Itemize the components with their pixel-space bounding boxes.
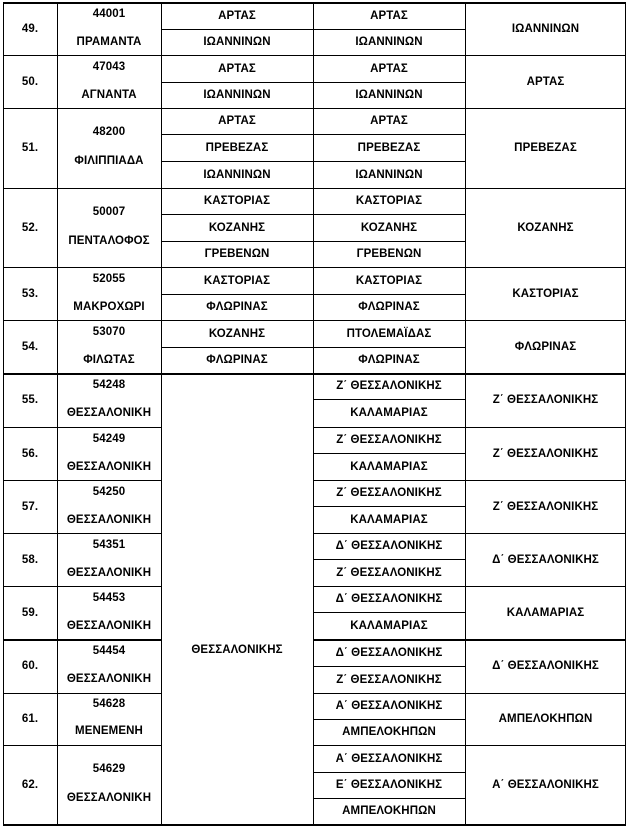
grid-line <box>161 480 162 533</box>
grid-line <box>161 134 465 135</box>
region-c4: Ζ΄ ΘΕΣΣΑΛΟΝΙΚΗΣ <box>336 434 442 446</box>
region-c4: ΑΜΠΕΛΟΚΗΠΩΝ <box>342 805 436 817</box>
grid-line <box>161 373 162 427</box>
region-c5: ΑΜΠΕΛΟΚΗΠΩΝ <box>498 713 593 725</box>
grid-line <box>465 267 466 320</box>
school-code: 54249 <box>92 432 126 445</box>
region-c5: Δ΄ ΘΕΣΣΑΛΟΝΙΚΗΣ <box>492 553 599 566</box>
grid-line <box>465 586 466 639</box>
grid-line <box>3 320 626 321</box>
school-code: 54454 <box>92 644 126 657</box>
region-c3: ΠΡΕΒΕΖΑΣ <box>205 141 269 154</box>
region-c4: ΑΡΤΑΣ <box>370 115 408 127</box>
region-c3: ΙΩΑΝΝΙΝΩΝ <box>203 168 271 181</box>
grid-line <box>161 533 162 586</box>
grid-line <box>625 2 626 826</box>
grid-line <box>313 693 626 694</box>
region-c5: ΦΛΩΡΙΝΑΣ <box>514 340 577 353</box>
school-code: 54250 <box>92 485 126 498</box>
school-name: ΜΑΚΡΟΧΩΡΙ <box>73 300 145 313</box>
grid-line <box>465 188 466 267</box>
row-number: 54. <box>21 340 39 353</box>
grid-line <box>3 586 161 587</box>
grid-line <box>161 108 162 188</box>
grid-line <box>313 745 626 746</box>
school-code: 54453 <box>92 591 126 604</box>
school-code: 52055 <box>92 272 126 285</box>
school-code: 54628 <box>92 698 126 710</box>
region-c4: ΚΑΣΤΟΡΙΑΣ <box>355 195 423 207</box>
region-c4: ΙΩΑΝΝΙΝΩΝ <box>355 89 423 101</box>
region-c3: ΑΡΤΑΣ <box>218 115 256 127</box>
grid-line <box>465 745 466 824</box>
grid-line <box>161 241 465 242</box>
grid-line <box>313 399 465 400</box>
school-code: 53070 <box>92 325 126 338</box>
grid-line <box>313 427 626 428</box>
school-code: 54629 <box>92 763 126 775</box>
region-c5: ΚΟΖΑΝΗΣ <box>517 221 574 234</box>
grid-line <box>313 559 465 560</box>
region-c4: Ζ΄ ΘΕΣΣΑΛΟΝΙΚΗΣ <box>336 380 442 392</box>
row-number: 60. <box>21 660 39 672</box>
region-c4: Δ΄ ΘΕΣΣΑΛΟΝΙΚΗΣ <box>335 646 443 659</box>
region-c3: ΚΟΖΑΝΗΣ <box>208 327 266 340</box>
region-c3: ΦΛΩΡΙΝΑΣ <box>206 354 268 366</box>
region-c3: ΚΟΖΑΝΗΣ <box>208 221 266 234</box>
grid-line <box>3 480 161 481</box>
grid-line <box>313 719 465 720</box>
region-c3: ΚΑΣΤΟΡΙΑΣ <box>203 195 271 207</box>
grid-line <box>161 427 162 480</box>
region-c4: ΦΛΩΡΙΝΑΣ <box>358 301 420 313</box>
region-c5: ΙΩΑΝΝΙΝΩΝ <box>511 22 580 35</box>
row-number: 62. <box>21 778 39 791</box>
grid-line <box>313 506 465 507</box>
school-code: 54351 <box>92 538 126 551</box>
school-name: ΘΕΣΣΑΛΟΝΙΚΗ <box>66 792 152 804</box>
row-number: 52. <box>21 221 39 234</box>
grid-line <box>465 373 466 427</box>
grid-line <box>465 2 466 55</box>
region-c4: ΚΑΛΑΜΑΡΙΑΣ <box>350 460 428 473</box>
school-name: ΠΡΑΜΑΝΤΑ <box>76 35 142 48</box>
grid-line <box>3 639 161 641</box>
region-c4: ΑΡΤΑΣ <box>370 9 408 22</box>
region-c5: ΚΑΛΑΜΑΡΙΑΣ <box>506 606 585 619</box>
region-c3: ΦΛΩΡΙΝΑΣ <box>206 301 268 313</box>
region-c3: ΙΩΑΝΝΙΝΩΝ <box>203 89 271 101</box>
region-c3: ΑΡΤΑΣ <box>218 62 256 75</box>
row-number: 56. <box>21 447 39 460</box>
region-c5: ΠΡΕΒΕΖΑΣ <box>514 142 577 154</box>
grid-line <box>3 188 626 189</box>
merged-region-label: ΘΕΣΣΑΛΟΝΙΚΗΣ <box>191 644 283 656</box>
grid-line <box>3 745 161 746</box>
school-name: ΘΕΣΣΑΛΟΝΙΚΗ <box>66 513 152 526</box>
grid-line <box>313 745 314 824</box>
region-c5: Ζ΄ ΘΕΣΣΑΛΟΝΙΚΗΣ <box>492 447 599 460</box>
grid-line <box>313 108 314 188</box>
region-c4: ΠΤΟΛΕΜΑΪΔΑΣ <box>346 327 432 340</box>
school-name: ΦΙΛΙΠΠΙΑΔΑ <box>74 155 144 167</box>
school-name: ΘΕΣΣΑΛΟΝΙΚΗ <box>66 566 152 579</box>
grid-line <box>57 2 58 824</box>
region-c4: ΙΩΑΝΝΙΝΩΝ <box>355 168 423 181</box>
row-number: 53. <box>21 287 39 300</box>
school-name: ΦΙΛΩΤΑΣ <box>83 353 135 366</box>
region-c4: ΠΡΕΒΕΖΑΣ <box>357 141 421 154</box>
region-c5: Ζ΄ ΘΕΣΣΑΛΟΝΙΚΗΣ <box>492 500 599 513</box>
region-c5: Δ΄ ΘΕΣΣΑΛΟΝΙΚΗΣ <box>492 660 599 672</box>
grid-line <box>3 693 161 694</box>
school-name: ΘΕΣΣΑΛΟΝΙΚΗ <box>66 672 152 685</box>
region-c3: ΓΡΕΒΕΝΩΝ <box>204 248 270 260</box>
grid-line <box>465 533 466 586</box>
region-c4: Ζ΄ ΘΕΣΣΑΛΟΝΙΚΗΣ <box>336 487 442 499</box>
region-c4: Ζ΄ ΘΕΣΣΑΛΟΝΙΚΗΣ <box>336 673 442 686</box>
grid-line <box>3 2 4 824</box>
grid-line <box>3 267 626 268</box>
region-c4: Δ΄ ΘΕΣΣΑΛΟΝΙΚΗΣ <box>335 593 443 605</box>
grid-line <box>465 639 466 693</box>
school-name: ΘΕΣΣΑΛΟΝΙΚΗ <box>66 460 152 473</box>
region-c5: ΑΡΤΑΣ <box>526 75 565 88</box>
grid-line <box>161 693 162 745</box>
grid-line <box>313 772 465 773</box>
region-c3: ΑΡΤΑΣ <box>218 9 256 22</box>
grid-line <box>161 161 465 162</box>
grid-line <box>313 373 314 427</box>
school-code: 47043 <box>92 60 126 73</box>
region-c4: ΓΡΕΒΕΝΩΝ <box>356 248 422 260</box>
grid-line <box>3 2 626 4</box>
grid-line <box>465 427 466 480</box>
grid-line <box>161 214 465 215</box>
grid-line <box>465 108 466 188</box>
grid-line <box>161 294 465 295</box>
grid-line <box>313 612 465 613</box>
grid-line <box>3 427 161 428</box>
row-number: 55. <box>21 394 39 406</box>
grid-line <box>313 666 465 667</box>
region-c3: ΙΩΑΝΝΙΝΩΝ <box>203 36 271 48</box>
grid-line <box>465 320 466 373</box>
region-c4: ΑΜΠΕΛΟΚΗΠΩΝ <box>342 726 436 738</box>
region-c5: Ζ΄ ΘΕΣΣΑΛΟΝΙΚΗΣ <box>492 394 599 406</box>
grid-line <box>313 639 626 641</box>
grid-line <box>3 55 626 56</box>
grid-line <box>313 798 465 799</box>
row-number: 58. <box>21 553 39 566</box>
row-number: 49. <box>21 22 39 35</box>
school-code: 44001 <box>92 7 126 20</box>
region-c4: ΚΑΛΑΜΑΡΙΑΣ <box>350 513 428 526</box>
grid-line <box>161 639 162 693</box>
region-c4: ΚΑΛΑΜΑΡΙΑΣ <box>350 619 428 632</box>
region-c4: ΚΑΣΤΟΡΙΑΣ <box>355 274 423 287</box>
school-name: ΑΓΝΑΝΤΑ <box>81 88 137 101</box>
row-number: 59. <box>21 606 39 619</box>
grid-line <box>313 533 626 534</box>
region-c4: ΦΛΩΡΙΝΑΣ <box>358 354 420 366</box>
grid-line <box>3 108 626 109</box>
row-number: 61. <box>21 713 39 725</box>
grid-line <box>161 347 465 348</box>
region-c4: ΙΩΑΝΝΙΝΩΝ <box>355 36 423 48</box>
region-c4: Α΄ ΘΕΣΣΑΛΟΝΙΚΗΣ <box>335 700 443 712</box>
school-name: ΠΕΝΤΑΛΟΦΟΣ <box>68 235 150 247</box>
row-number: 51. <box>21 142 39 154</box>
region-c3: ΚΑΣΤΟΡΙΑΣ <box>203 274 271 287</box>
row-number: 57. <box>21 500 39 513</box>
school-code: 54248 <box>92 378 126 391</box>
grid-line <box>465 480 466 533</box>
region-c4: ΚΑΛΑΜΑΡΙΑΣ <box>350 407 428 419</box>
school-name: ΘΕΣΣΑΛΟΝΙΚΗ <box>66 406 152 419</box>
region-c4: Ζ΄ ΘΕΣΣΑΛΟΝΙΚΗΣ <box>336 566 442 579</box>
grid-line <box>313 453 465 454</box>
grid-line <box>3 824 626 826</box>
grid-line <box>3 373 626 375</box>
grid-line <box>313 586 626 587</box>
grid-line <box>161 29 465 30</box>
grid-line <box>465 55 466 108</box>
region-c5: ΚΑΣΤΟΡΙΑΣ <box>512 287 579 300</box>
school-code: 50007 <box>92 206 126 218</box>
region-c4: ΑΡΤΑΣ <box>370 62 408 75</box>
grid-line <box>3 533 161 534</box>
school-name: ΘΕΣΣΑΛΟΝΙΚΗ <box>66 619 152 632</box>
region-c5: Α΄ ΘΕΣΣΑΛΟΝΙΚΗΣ <box>492 778 599 791</box>
region-c4: ΚΟΖΑΝΗΣ <box>360 221 418 234</box>
grid-line <box>465 693 466 745</box>
school-code: 48200 <box>92 126 126 138</box>
grid-line <box>161 82 465 83</box>
row-number: 50. <box>21 75 39 88</box>
region-c4: Ε΄ ΘΕΣΣΑΛΟΝΙΚΗΣ <box>335 779 443 791</box>
grid-line <box>313 188 314 267</box>
grid-line <box>313 480 626 481</box>
grid-line <box>161 188 162 267</box>
region-c4: Δ΄ ΘΕΣΣΑΛΟΝΙΚΗΣ <box>335 540 443 552</box>
school-name: ΜΕΝΕΜΕΝΗ <box>75 725 143 737</box>
grid-line <box>161 586 162 639</box>
grid-line <box>161 745 162 824</box>
region-c4: Α΄ ΘΕΣΣΑΛΟΝΙΚΗΣ <box>335 752 443 765</box>
